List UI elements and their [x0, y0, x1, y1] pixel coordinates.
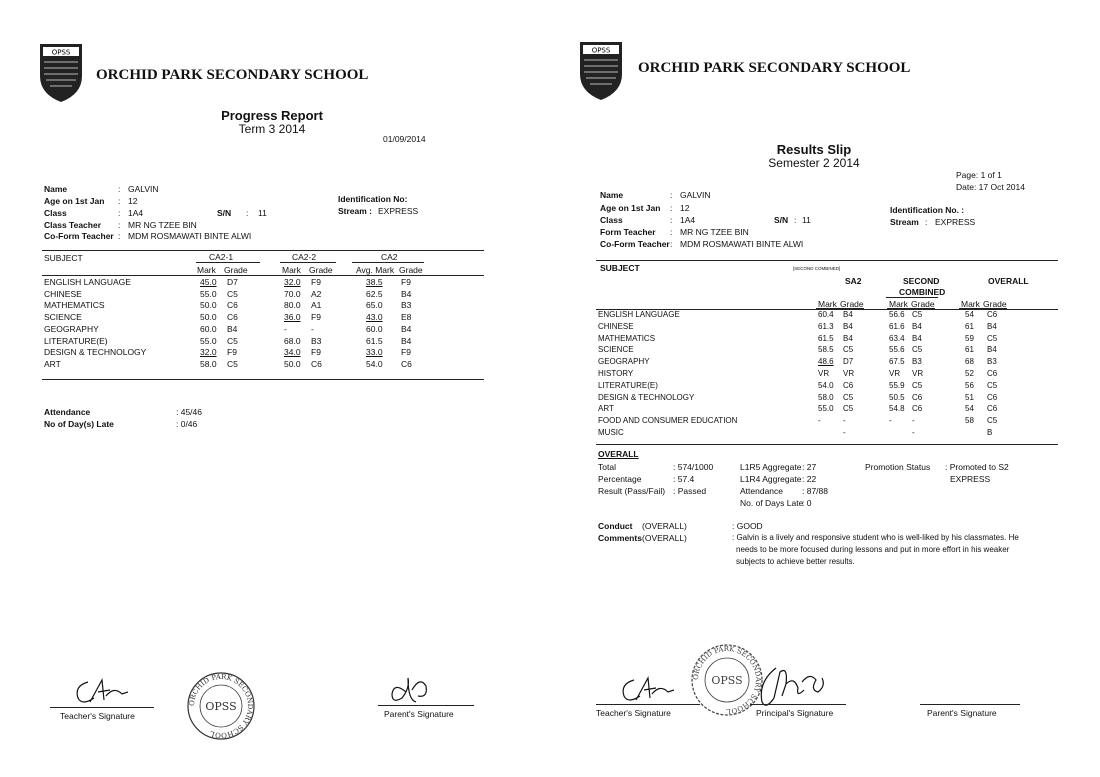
teacher-sig-line — [50, 707, 154, 708]
row-g2: C6 — [912, 404, 923, 414]
row-m1: - — [818, 416, 821, 426]
row-m1: 61.5 — [818, 333, 834, 343]
label-attendance: Attendance — [44, 407, 91, 417]
row-g2: F9 — [311, 347, 321, 358]
co-form-teacher: MDM ROSMAWATI BINTE ALWI — [680, 239, 804, 249]
row-subject: FOOD AND CONSUMER EDUCATION — [598, 416, 738, 426]
col-grade: Grade — [983, 299, 1007, 309]
row-m2: 50.5 — [889, 392, 905, 402]
row-g1: - — [843, 416, 846, 426]
label-form-teacher: Form Teacher — [600, 227, 656, 237]
parent-signature-label: Parent's Signature — [927, 708, 997, 718]
col-grade: Grade — [911, 299, 935, 309]
results-slip-page — [560, 0, 1100, 777]
stamp-abbr: OPSS — [205, 700, 237, 713]
school-name: ORCHID PARK SECONDARY SCHOOL — [638, 60, 911, 76]
row-g3: E8 — [401, 312, 412, 323]
row-g2: - — [912, 428, 915, 437]
group-rule — [886, 297, 938, 298]
label-conduct: Conduct — [598, 521, 633, 531]
row-g2: - — [311, 323, 314, 334]
group-ca2: CA2 — [381, 252, 398, 262]
row-m2: 55.9 — [889, 380, 905, 390]
col-avg-mark: Avg. Mark — [356, 265, 395, 275]
l1r5: : 27 — [802, 462, 817, 472]
row-subject: MATHEMATICS — [44, 300, 105, 311]
row-subject: GEOGRAPHY — [44, 323, 99, 334]
slip-title: Results Slip — [776, 142, 852, 157]
principal-signature-mark — [752, 662, 832, 710]
comments-overall: (OVERALL) — [642, 533, 687, 543]
row-m3: 60.0 — [366, 323, 383, 334]
student-age: 12 — [680, 203, 690, 213]
row-subject: ART — [598, 404, 614, 414]
conduct: : GOOD — [732, 521, 763, 531]
row-g3: C5 — [987, 380, 998, 390]
row-m3: 51 — [965, 392, 974, 402]
col-overall: OVERALL — [988, 276, 1029, 286]
crest-text: OPSS — [51, 48, 71, 57]
colon: : — [118, 184, 121, 194]
row-m2: 32.0 — [284, 277, 301, 287]
row-subject: SCIENCE — [598, 345, 634, 355]
row-g1: C5 — [843, 345, 854, 355]
row-subject: ART — [44, 358, 61, 369]
header-rule — [42, 275, 484, 276]
colon: : — [925, 217, 928, 227]
class-teacher: MR NG TZEE BIN — [128, 220, 197, 230]
col-grade: Grade — [309, 265, 333, 275]
colon: : — [670, 227, 673, 237]
row-m3: 59 — [965, 333, 974, 343]
student-name: GALVIN — [680, 190, 711, 200]
subject-header: SUBJECT — [600, 263, 640, 273]
row-g1: B4 — [843, 333, 853, 343]
label-promotion: Promotion Status — [865, 462, 931, 472]
label-days-late: No. of Days Late — [740, 498, 804, 508]
row-m1: 58.0 — [200, 358, 217, 369]
group-rule — [352, 262, 424, 263]
label-stream: Stream — [890, 217, 919, 227]
row-g3: B4 — [987, 345, 997, 355]
label-class: Class — [600, 215, 623, 225]
row-subject: MUSIC — [598, 428, 624, 437]
row-g1: B4 — [843, 310, 853, 319]
student-sn: 11 — [258, 208, 267, 218]
colon: : — [118, 231, 121, 241]
row-subject: CHINESE — [44, 288, 82, 299]
col-mark: Mark — [197, 265, 216, 275]
label-l1r5: L1R5 Aggregate — [740, 462, 802, 472]
row-m1: 60.4 — [818, 310, 834, 319]
attendance: : 87/88 — [802, 486, 828, 496]
row-g2: C5 — [912, 345, 923, 355]
row-m1: 45.0 — [200, 277, 217, 287]
label-result: Result (Pass/Fail) — [598, 486, 666, 496]
row-m1: 50.0 — [200, 300, 217, 311]
comments-line-3: subjects to achieve better results. — [736, 557, 855, 566]
row-g1: C5 — [227, 335, 238, 346]
row-m1: 60.0 — [200, 323, 217, 334]
conduct-overall: (OVERALL) — [642, 521, 687, 531]
row-g2: A1 — [311, 300, 322, 311]
group-ca2-1: CA2-1 — [209, 252, 234, 262]
row-g2: C6 — [912, 392, 923, 402]
colon: : — [670, 215, 673, 225]
second-combined-small: [SECOND COMBINED] — [793, 266, 841, 271]
row-g3: B4 — [401, 288, 412, 299]
row-m1: 58.5 — [818, 345, 834, 355]
group-rule — [280, 262, 336, 263]
row-g1: F9 — [227, 347, 237, 358]
label-attendance: Attendance — [740, 486, 784, 496]
row-m1: 54.0 — [818, 380, 834, 390]
student-stream: EXPRESS — [935, 217, 976, 227]
co-form-teacher: MDM ROSMAWATI BINTE ALWI — [128, 231, 252, 241]
row-m3: 33.0 — [366, 347, 383, 358]
student-class: 1A4 — [680, 215, 696, 225]
row-g3: C5 — [987, 416, 998, 426]
row-g3: C5 — [987, 333, 998, 343]
row-m3: 54.0 — [366, 358, 383, 369]
row-m1: 55.0 — [200, 288, 217, 299]
label-age: Age on 1st Jan — [44, 196, 105, 206]
row-g2: F9 — [311, 277, 321, 287]
row-g1: - — [843, 428, 846, 437]
percentage: : 57.4 — [673, 474, 695, 484]
row-m3: 43.0 — [366, 312, 383, 323]
label-class-teacher: Class Teacher — [44, 220, 102, 230]
student-age: 12 — [128, 196, 138, 206]
row-g2: - — [912, 416, 915, 426]
row-g1: VR — [843, 369, 855, 378]
row-m3: 54 — [965, 404, 974, 414]
row-m1: 50.0 — [200, 312, 217, 323]
col-mark: Mark — [889, 299, 908, 309]
row-g2: C6 — [311, 358, 322, 369]
stamp-abbr: OPSS — [711, 674, 743, 687]
row-g3: B4 — [401, 323, 412, 334]
row-m3: 61 — [965, 345, 974, 355]
col-mark: Mark — [282, 265, 301, 275]
row-g2: B3 — [912, 357, 922, 367]
col-mark: Mark — [818, 299, 837, 309]
col-sa2: SA2 — [845, 276, 862, 286]
principal-signature-label: Principal's Signature — [756, 708, 834, 718]
total: : 574/1000 — [673, 462, 714, 472]
label-late: No of Day(s) Late — [44, 419, 114, 429]
student-stream: EXPRESS — [378, 206, 419, 216]
label-id-no: Identification No: — [338, 194, 408, 204]
row-m2: 36.0 — [284, 312, 301, 323]
row-subject: ENGLISH LANGUAGE — [44, 277, 131, 287]
label-total: Total — [598, 462, 616, 472]
report-term: Term 3 2014 — [238, 122, 306, 136]
row-m2: 68.0 — [284, 335, 301, 346]
stamp-ring-text: ORCHID PARK SECONDARY SCHOOL — [691, 644, 763, 716]
row-g1: B4 — [227, 323, 238, 334]
row-g1: C5 — [227, 358, 238, 369]
row-g1: C5 — [227, 288, 238, 299]
row-subject: MATHEMATICS — [598, 333, 656, 343]
table-bottom-rule — [42, 379, 484, 380]
col-grade: Grade — [840, 299, 864, 309]
form-teacher: MR NG TZEE BIN — [680, 227, 749, 237]
col-grade: Grade — [399, 265, 423, 275]
colon: : — [118, 220, 121, 230]
row-g1: C5 — [843, 392, 854, 402]
row-g3: F9 — [401, 347, 411, 358]
row-g1: C6 — [227, 300, 238, 311]
label-class: Class — [44, 208, 67, 218]
promotion-status: : Promoted to S2 — [945, 462, 1009, 472]
report-title: Progress Report — [221, 108, 323, 123]
row-m2: 34.0 — [284, 347, 301, 358]
stamp-ring-text: ORCHID PARK SECONDARY SCHOOL — [187, 672, 255, 740]
slip-term: Semester 2 2014 — [768, 156, 860, 170]
row-g3: C6 — [987, 392, 998, 402]
row-g3: C6 — [987, 310, 998, 319]
teacher-signature-label: Teacher's Signature — [596, 708, 671, 718]
row-m2: 56.6 — [889, 310, 905, 319]
colon: : — [118, 208, 121, 218]
row-m1: 58.0 — [818, 392, 834, 402]
row-m1: VR — [818, 369, 830, 378]
row-g1: C5 — [843, 404, 854, 414]
school-name: ORCHID PARK SECONDARY SCHOOL — [96, 67, 369, 83]
student-class: 1A4 — [128, 208, 144, 218]
label-sn: S/N — [774, 215, 789, 225]
row-g2: F9 — [311, 312, 321, 323]
school-crest-icon — [38, 42, 84, 104]
row-subject: SCIENCE — [44, 312, 82, 323]
row-subject: CHINESE — [598, 321, 634, 331]
comments-line-2: needs to be more focused during lessons and put in more effort in his weaker — [736, 545, 1010, 554]
colon: : — [794, 215, 797, 225]
row-m3: 68 — [965, 357, 974, 367]
row-m2: 80.0 — [284, 300, 301, 311]
l1r4: : 22 — [802, 474, 817, 484]
row-g2: B4 — [912, 333, 922, 343]
row-m2: 61.6 — [889, 321, 905, 331]
row-subject: GEOGRAPHY — [598, 357, 650, 367]
row-g1: C6 — [227, 312, 238, 323]
colon: : — [670, 190, 673, 200]
row-m1: 61.3 — [818, 321, 834, 331]
teacher-signature-mark — [618, 676, 674, 706]
crest-text: OPSS — [591, 46, 611, 55]
label-sn: S/N — [217, 208, 232, 218]
row-m3: 62.5 — [366, 288, 383, 299]
principal-sig-line — [750, 704, 846, 705]
row-g3: C6 — [987, 369, 998, 378]
row-m1: 55.0 — [200, 335, 217, 346]
label-stream: Stream : — [338, 206, 373, 216]
parent-sig-line — [920, 704, 1020, 705]
overall-heading: OVERALL — [598, 449, 639, 459]
row-m1: 48.6 — [818, 357, 834, 367]
days-late: : 0/46 — [176, 419, 198, 429]
comments-line-1: : Galvin is a lively and responsive student who is well-liked by his classmates. He — [732, 533, 1019, 542]
row-m2: 67.5 — [889, 357, 905, 367]
attendance: : 45/46 — [176, 407, 202, 417]
row-m2: 63.4 — [889, 333, 905, 343]
teacher-sig-line — [596, 704, 700, 705]
row-g2: VR — [912, 369, 924, 378]
row-subject: ENGLISH LANGUAGE — [598, 310, 680, 319]
colon: : — [670, 239, 673, 249]
row-g2: C5 — [912, 380, 923, 390]
row-m2: - — [889, 416, 892, 426]
row-m3: 56 — [965, 380, 974, 390]
row-m2: VR — [889, 369, 901, 378]
row-subject: LITERATURE(E) — [44, 335, 108, 346]
col-grade: Grade — [224, 265, 248, 275]
row-m3: 52 — [965, 369, 974, 378]
days-late: : 0 — [802, 498, 812, 508]
row-subject: HISTORY — [598, 369, 634, 378]
label-name: Name — [600, 190, 624, 200]
row-g3: B3 — [987, 357, 997, 367]
row-g1: B4 — [843, 321, 853, 331]
row-m2: 70.0 — [284, 288, 301, 299]
colon: : — [670, 203, 673, 213]
result: : Passed — [673, 486, 707, 496]
row-m1: 32.0 — [200, 347, 217, 358]
school-stamp-icon — [184, 670, 258, 742]
row-g2: B3 — [311, 335, 322, 346]
group-rule — [196, 262, 260, 263]
label-co-form: Co-Form Teacher — [600, 239, 670, 249]
label-age: Age on 1st Jan — [600, 203, 661, 213]
parent-signature-mark — [386, 674, 434, 708]
subject-header: SUBJECT — [44, 253, 83, 263]
row-m3: 61 — [965, 321, 974, 331]
row-m3: 58 — [965, 416, 974, 426]
row-m1: 55.0 — [818, 404, 834, 414]
row-g3: C6 — [987, 404, 998, 414]
parent-signature-label: Parent's Signature — [384, 709, 454, 719]
student-sn: 11 — [802, 215, 811, 225]
student-name: GALVIN — [128, 184, 159, 194]
row-g3: B4 — [401, 335, 412, 346]
report-date: 01/09/2014 — [383, 134, 426, 144]
colon: : — [246, 208, 249, 218]
row-m2: 54.8 — [889, 404, 905, 414]
col-combined: COMBINED — [899, 287, 946, 297]
row-g2: B4 — [912, 321, 922, 331]
row-m3: 61.5 — [366, 335, 383, 346]
label-co-form: Co-Form Teacher — [44, 231, 114, 241]
row-subject: LITERATURE(E) — [598, 380, 658, 390]
row-subject: DESIGN & TECHNOLOGY — [598, 392, 695, 402]
slip-date: Date: 17 Oct 2014 — [956, 182, 1025, 192]
col-mark: Mark — [961, 299, 980, 309]
table-top-rule — [42, 250, 484, 251]
row-g2: C5 — [912, 310, 923, 319]
row-g3: C6 — [401, 358, 412, 369]
label-l1r4: L1R4 Aggregate — [740, 474, 802, 484]
col-second: SECOND — [903, 276, 940, 286]
school-crest-icon — [578, 40, 624, 102]
row-m2: - — [284, 323, 287, 334]
row-g3: B — [987, 428, 993, 437]
table-top-rule — [596, 260, 1058, 261]
label-percentage: Percentage — [598, 474, 642, 484]
label-comments: Comments — [598, 533, 642, 543]
row-m2: 55.6 — [889, 345, 905, 355]
teacher-signature-label: Teacher's Signature — [60, 711, 135, 721]
row-g2: A2 — [311, 288, 322, 299]
group-ca2-2: CA2-2 — [292, 252, 317, 262]
row-g1: D7 — [843, 357, 854, 367]
row-subject: DESIGN & TECHNOLOGY — [44, 347, 147, 358]
row-g3: B4 — [987, 321, 997, 331]
label-name: Name — [44, 184, 68, 194]
row-m3: 65.0 — [366, 300, 383, 311]
row-g3: B3 — [401, 300, 412, 311]
row-m3: 54 — [965, 310, 974, 319]
page-number: Page: 1 of 1 — [956, 170, 1002, 180]
colon: : — [118, 196, 121, 206]
row-g3: F9 — [401, 277, 411, 287]
promotion-stream: EXPRESS — [950, 474, 991, 484]
label-id-no: Identification No. : — [890, 205, 965, 215]
row-g1: C6 — [843, 380, 854, 390]
table-bottom-rule — [596, 444, 1058, 445]
teacher-signature-mark — [70, 676, 130, 710]
row-m3: 38.5 — [366, 277, 383, 287]
parent-sig-line — [378, 705, 474, 706]
row-g1: D7 — [227, 277, 238, 287]
row-m2: 50.0 — [284, 358, 301, 369]
